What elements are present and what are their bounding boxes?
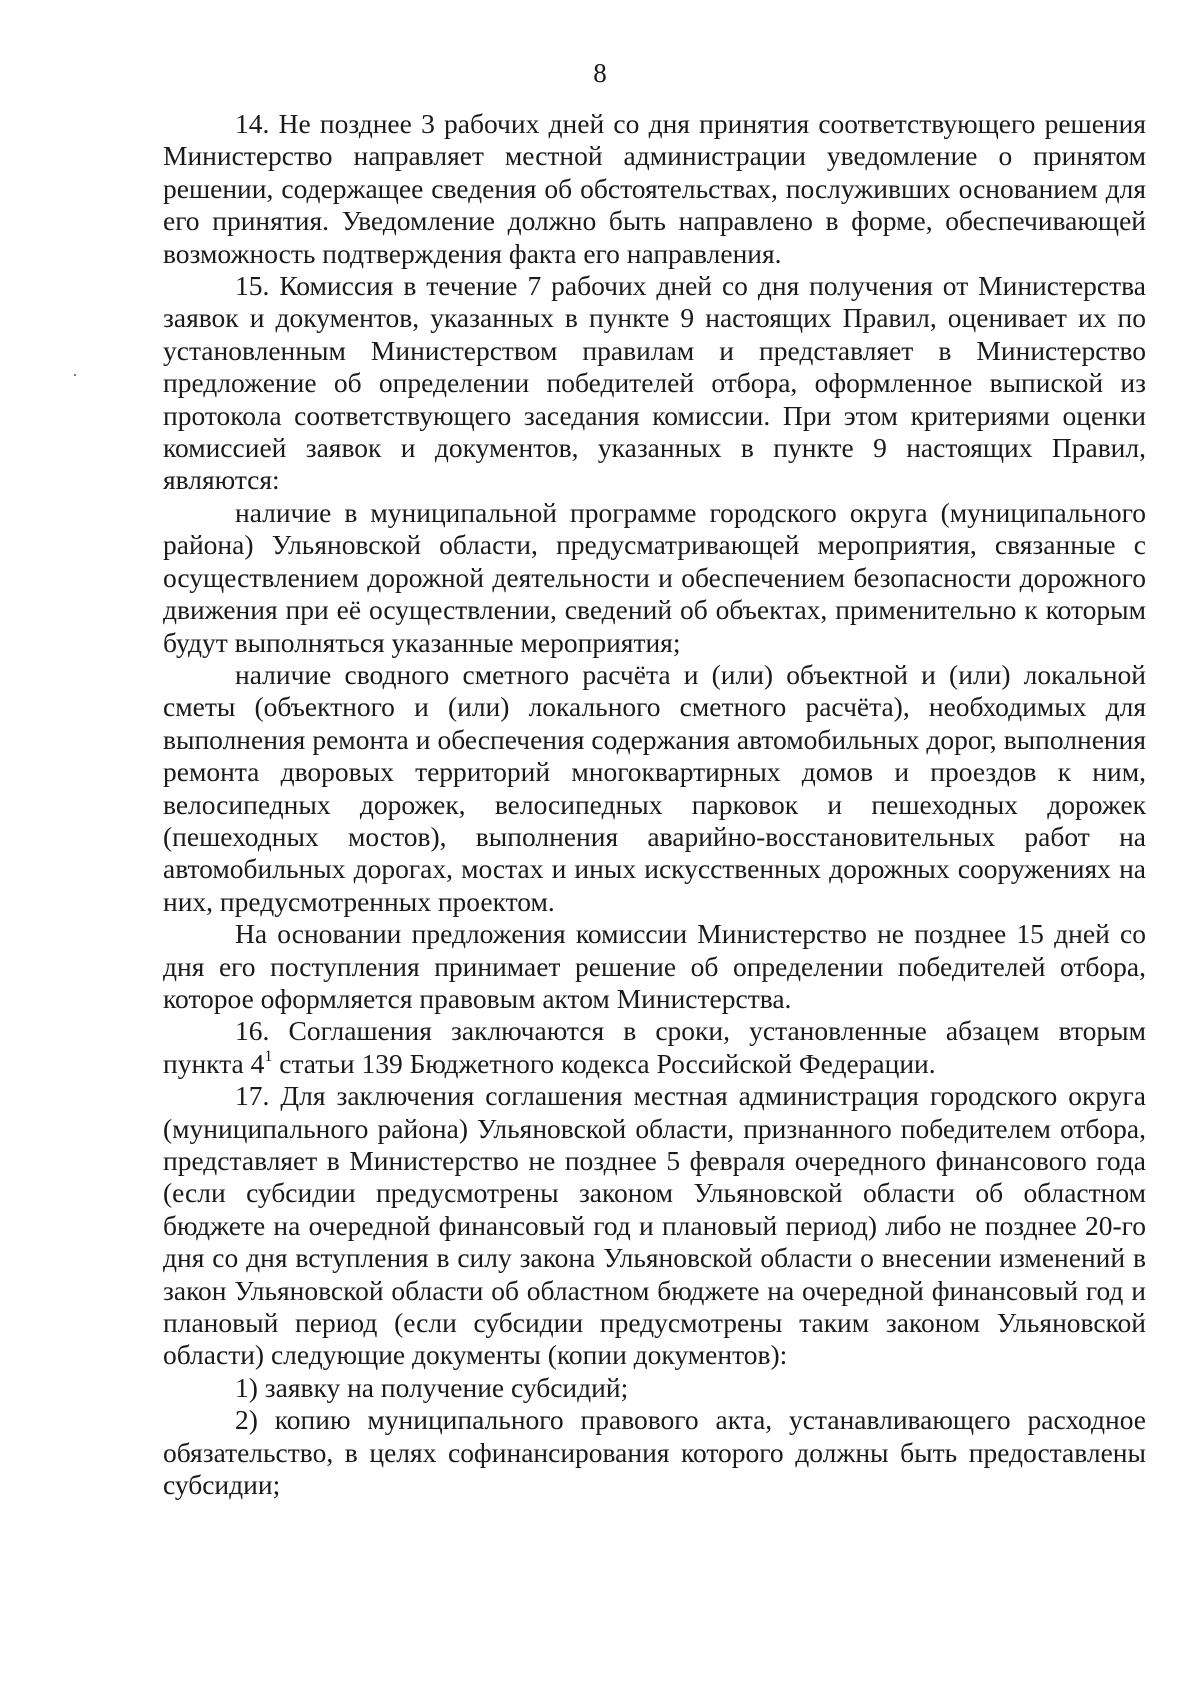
document-body [163, 108, 1146, 1501]
criterion-municipal-program: наличие в муниципальной программе городского округа (муниципального района) Ульяновской области, предусматривающей мероприятия, связанные с осуществлением дорожной деятельности и обеспечением безопасности дорожного движения при её осуществлении, сведений об объектах, применительно к которым будут выполняться указанные мероприятия; [163, 496, 1146, 658]
paragraph-16-text-end: статьи 139 Бюджетного кодекса Российской Федерации. [272, 1047, 936, 1079]
scan-speck [74, 374, 76, 376]
paragraph-decision: На основании предложения комиссии Министерство не позднее 15 дней со дня его поступления принимает решение об определении победителей отбора, которое оформляется правовым актом Министерства. [163, 918, 1146, 1014]
paragraph-14: 14. Не позднее 3 рабочих дней со дня принятия соответствующего решения Министерство направляет местной администрации уведомление о принятом решении, содержащее сведения об обстоятельствах, послуживших основанием для его принятия. Уведомление должно быть направлено в форме, обеспечивающей возможность подтверждения факта его направления. [163, 108, 1146, 269]
list-item-legal-act-copy: 2) копию муниципального правового акта, устанавливающего расходное обязательство, в целях софинансирования которого должны быть предоставлены субсидии; [163, 1404, 1146, 1501]
paragraph-16 [163, 1015, 1146, 1080]
paragraph-16-text-start: 16. Соглашения заключаются в сроки, установленные абзацем вторым пункта 4 [163, 1015, 1146, 1079]
paragraph-17: 17. Для заключения соглашения местная администрация городского округа (муниципального района) Ульяновской области, признанного победителем отбора, представляет в Министерство не позднее 5 февраля очередного финансового года (если субсидии предусмотрены законом Ульяновской области об областном бюджете на очередной финансовый год и плановый период) либо не позднее 20-го дня со дня вступления в силу закона Ульяновской области о внесении изменений в закон Ульяновской области об областном бюджете на очередной финансовый год и плановый период (если субсидии предусмотрены таким законом Ульяновской области) следующие документы (копии документов): [163, 1080, 1146, 1371]
paragraph-16-superscript: 1 [264, 1047, 273, 1065]
list-item-application: 1) заявку на получение субсидий; [235, 1371, 629, 1403]
criterion-estimate: наличие сводного сметного расчёта и (или) объектной и (или) локальной сметы (объектного и (или) локального сметного расчёта), необходимых для выполнения ремонта и обеспечения содержания автомобильных дорог, выполнения ремонта дворовых территорий многоквартирных домов и проездов к ним, велосипедных дорожек, велосипедных парковок и пешеходных дорожек (пешеходных мостов), выполнения аварийно-восстановительных работ на автомобильных дорогах, мостах и иных искусственных дорожных сооружениях на них, предусмотренных проектом. [163, 658, 1146, 917]
page-number: 8 [593, 58, 607, 88]
paragraph-15: 15. Комиссия в течение 7 рабочих дней со дня получения от Министерства заявок и документов, указанных в пункте 9 настоящих Правил, оценивает их по установленным Министерством правилам и представляет в Министерство предложение об определении победителей отбора, оформленное выпиской из протокола соответствующего заседания комиссии. При этом критериями оценки комиссией заявок и документов, указанных в пункте 9 настоящих Правил, являются: [163, 270, 1146, 496]
